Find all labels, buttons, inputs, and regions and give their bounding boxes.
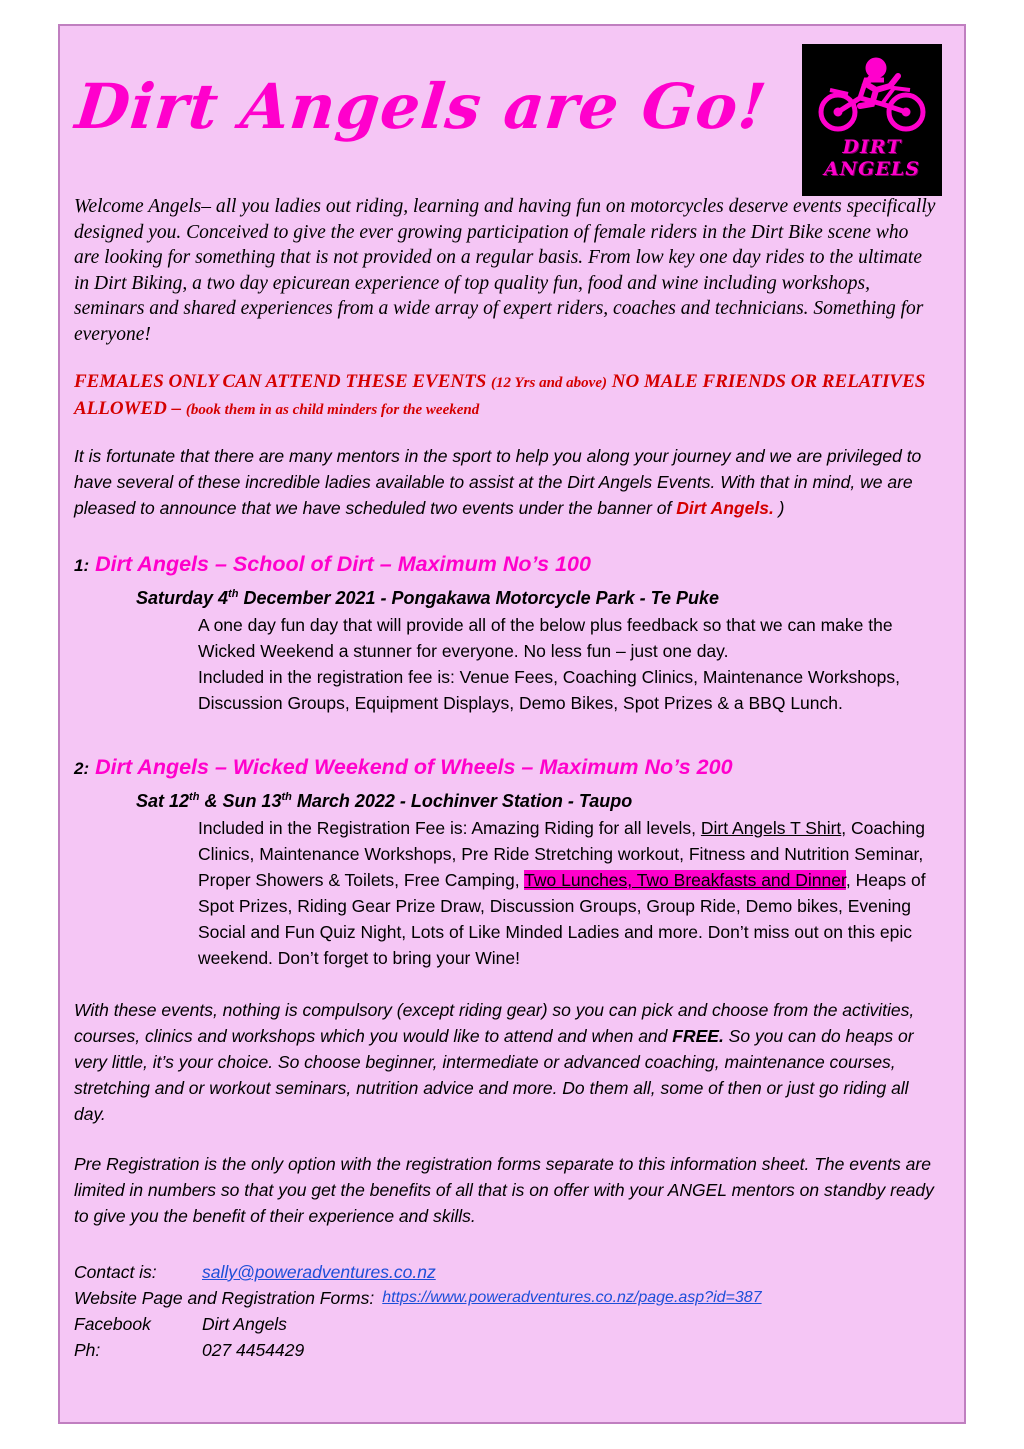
mentors-text: It is fortunate that there are many mentors in the sport to help you along your journey and we are privileged to have several of these incredible ladies available to assist at the Dirt Angels Events. With that in mind, we are pleased to announce that we have scheduled two events under the banner of [74, 446, 922, 518]
dirt-angels-logo [802, 44, 942, 196]
contact-row-facebook [74, 1311, 938, 1337]
event-1-date-prefix: Saturday 4 [136, 588, 229, 608]
event-2-tshirt: Dirt Angels T Shirt [700, 818, 842, 838]
closing-free: FREE. [672, 1026, 724, 1046]
mentors-paragraph [74, 443, 938, 521]
event-1-title: Dirt Angels – School of Dirt – Maximum No’s 100 [95, 552, 591, 576]
contact-email-link[interactable]: sally@poweradventures.co.nz [202, 1262, 436, 1282]
females-notice-part3: NO MALE FRIENDS OR RELATIVES ALLOWED – [74, 371, 926, 419]
closing-paragraph [74, 997, 938, 1127]
event-2-text-b: , Coaching Clinics, Maintenance Workshops, Pre Ride Stretching workout, Fitness and Nutrition Seminar, Proper Showers & Toilets, Free Camping, [198, 818, 925, 890]
closing-part1: With these events, nothing is compulsory (except riding gear) so you can pick and choose from the activities, courses, clinics and workshops which you would like to attend and when and [74, 1000, 915, 1046]
females-only-notice [74, 369, 938, 423]
event-2-date-mid: & Sun 13 [199, 791, 282, 811]
page-title: Dirt Angels are Go! [72, 70, 771, 143]
logo-line-2: ANGELS [824, 158, 920, 180]
event-2-meals-highlight: Two Lunches, Two Breakfasts and Dinner [524, 870, 846, 890]
event-2-number: 2: [74, 759, 90, 778]
event-1-number: 1: [74, 556, 90, 575]
flyer-body [60, 194, 964, 1363]
contact-label-email: Contact is: [74, 1262, 157, 1282]
event-2-date-sup2: th [281, 791, 292, 803]
event-1-inclusions: Included in the registration fee is: Venue Fees, Coaching Clinics, Maintenance Workshops, Discussion Groups, Equipment Displays, Demo Bikes, Spot Prizes & a BBQ Lunch. [198, 667, 901, 713]
pre-registration-paragraph: Pre Registration is the only option with the registration forms separate to this information sheet. The events are limited in numbers so that you get the benefits of all that is on offer with your ANGEL mentors on standby ready to give you the benefit of their experience and skills. [74, 1154, 934, 1226]
event-2-date-suffix: March 2022 - Lochinver Station - Taupo [291, 791, 633, 811]
closing-part2: So you can do heaps or very little, it’s your choice. So choose beginner, intermediate or advanced coaching, maintenance courses, stretching and or workout seminars, nutrition advice and more. Do them all, some of then or just go riding all day. [74, 1026, 914, 1124]
event-2-date-prefix: Sat 12 [136, 791, 190, 811]
contact-phone-value: 027 4454429 [202, 1340, 305, 1360]
event-2-title: Dirt Angels – Wicked Weekend of Wheels – Maximum No’s 200 [95, 755, 733, 779]
females-notice-age: (12 Yrs and above) [491, 375, 607, 391]
event-1-date-sup: th [228, 588, 239, 600]
event-1-heading [74, 549, 938, 581]
dirt-bike-rider-icon [814, 54, 930, 136]
contact-block [74, 1259, 938, 1363]
contact-label-phone: Ph: [74, 1340, 101, 1360]
event-2-inclusions [198, 815, 932, 971]
event-2-date-sup: th [189, 791, 200, 803]
contact-row-phone [74, 1337, 938, 1363]
mentors-highlight: Dirt Angels. [676, 498, 774, 518]
contact-label-facebook: Facebook [74, 1314, 151, 1334]
logo-line-1: DIRT [842, 136, 902, 158]
flyer-sheet [58, 24, 966, 1424]
contact-row-website [74, 1285, 938, 1311]
event-2-text-a: Included in the Registration Fee is: Amazing Riding for all levels, [198, 818, 701, 838]
flyer-header [60, 26, 964, 194]
event-1 [74, 549, 938, 716]
event-2-text-c: , Heaps of Spot Prizes, Riding Gear Prize Draw, Discussion Groups, Group Ride, Demo bikes, Evening Social and Fun Quiz Night, Lots of Like Minded Ladies and more. Don’t miss out on this epic weekend. Don’t forget to bring your Wine! [198, 870, 926, 968]
contact-website-link[interactable]: https://www.poweradventures.co.nz/page.asp?id=387 [382, 1289, 762, 1306]
contact-label-website: Website Page and Registration Forms: [74, 1288, 375, 1308]
event-1-date-suffix: December 2021 - Pongakawa Motorcycle Park - Te Puke [238, 588, 719, 608]
females-notice-part1: FEMALES ONLY CAN ATTEND THESE EVENTS [74, 371, 487, 392]
event-2 [74, 752, 938, 971]
event-2-date [136, 784, 938, 815]
event-1-description: A one day fun day that will provide all of the below plus feedback so that we can make the Wicked Weekend a stunner for everyone. No less fun – just one day. [198, 615, 893, 661]
mentors-tail: ) [773, 498, 785, 518]
females-notice-part4: (book them in as child minders for the weekend [185, 402, 480, 418]
intro-paragraph: Welcome Angels– all you ladies out riding, learning and having fun on motorcycles deserve events specifically designed you. Conceived to give the ever growing participation of female riders in the Dirt Bike scene who are looking for something that is not provided on a regular basis. From low key one day rides to the ultimate in Dirt Biking, a two day epicurean experience of top quality fun, food and wine including workshops, seminars and shared experiences from a wide array of expert riders, coaches and technicians. Something for everyone! [74, 196, 936, 345]
contact-facebook-value: Dirt Angels [202, 1314, 287, 1334]
event-1-date [136, 581, 938, 612]
contact-row-email [74, 1259, 938, 1285]
event-2-heading [74, 752, 938, 784]
logo-text [802, 136, 942, 180]
